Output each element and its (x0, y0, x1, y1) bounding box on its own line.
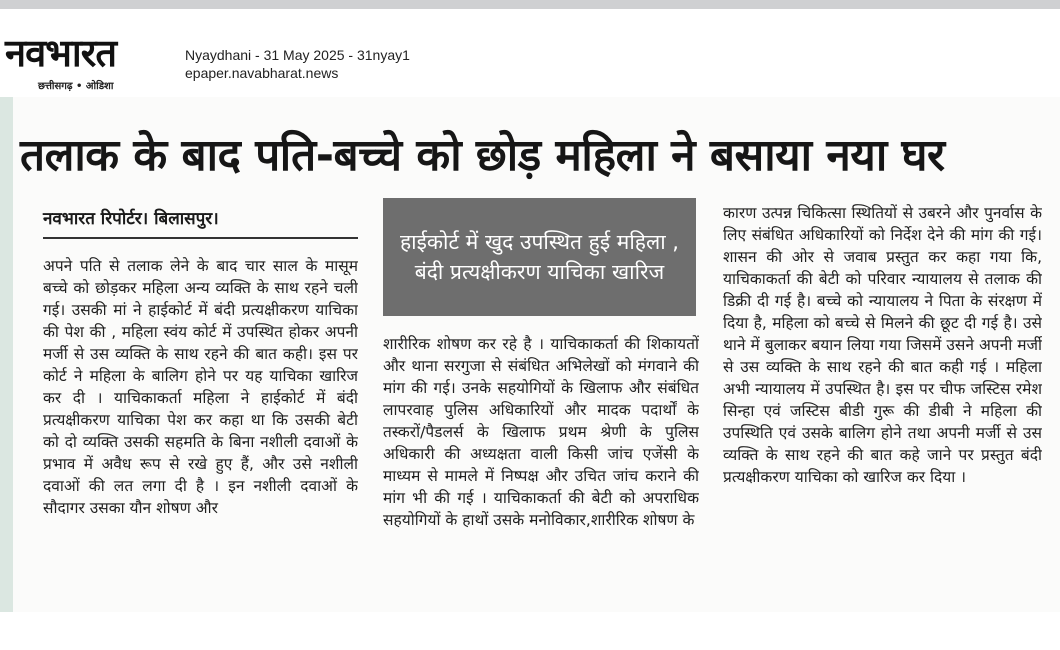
article-headline: तलाक के बाद पति-बच्चे को छोड़ महिला ने बसाया नया घर (20, 130, 945, 181)
byline-rule (43, 237, 358, 239)
logo-subtitle: छत्तीसगढ़ • ओडिशा (38, 81, 114, 92)
column-1-text: अपने पति से तलाक लेने के बाद चार साल के मासूम बच्चे को छोड़कर महिला अन्य व्यक्ति के साथ रहने चली गई। उसकी मां ने हाईकोर्ट में बंदी प्रत्यक्षीकरण याचिका की पेश की , महिला स्वंय कोर्ट में उपस्थित होकर अपनी मर्जी से उस व्यक्ति के साथ रहने की बात कही। इस पर कोर्ट ने महिला के बालिग होने पर यह याचिका खारिज कर दी । याचिकाकर्ता महिला ने हाईकोर्ट में बंदी प्रत्यक्षीकरण याचिका पेश कर कहा था कि उसकी बेटी को दो व्यक्ति उसकी सहमति के बिना नशीली दवाओं के प्रभाव में अवैध रूप से रखे हुए हैं, और उसे नशीली दवाओं की लत लगा दी है । इन नशीली दवाओं के सौदागर उसका यौन शोषण और (43, 257, 358, 517)
subheading-text: हाईकोर्ट में खुद उपस्थित हुई महिला , बंदी प्रत्यक्षीकरण याचिका खारिज (400, 230, 679, 284)
epaper-link[interactable]: epaper.navabharat.news (185, 65, 339, 81)
article-column-1 (43, 255, 358, 615)
bottom-blank-area (0, 612, 1060, 650)
column-3-text: कारण उत्पन्न चिकित्सा स्थितियों से उबरने और पुनर्वास के लिए संबंधित अधिकारियों को निर्देश देने की मांग की गई। शासन की ओर से जवाब प्रस्तुत कर कहा गया कि, याचिकाकर्ता की बेटी को परिवार न्यायालय से तलाक की डिक्री दी गई है। बच्चे को न्यायालय ने पिता के संरक्षण में दिया है, महिला को बच्चे से मिलने की छूट दी गई है। उसे थाने में बुलाकर बयान लिया गया जिसमें उसने अपनी मर्जी से उस व्यक्ति के साथ रहने की बात कही गई । महिला अभी न्यायालय में उपस्थित है। इस पर चीफ जस्टिस रमेश सिन्हा एवं जस्टिस बीडी गुरू की डीबी ने महिला की उपस्थिति एवं उसके बालिग होने तथा अपनी मर्जी से उस व्यक्ति के साथ रहने की बात कहे जाने पर प्रस्तुत बंदी प्रत्यक्षीकरण याचिका को खारिज कर दिया । (723, 204, 1042, 486)
article-column-2 (383, 333, 699, 616)
page-edge-stripe (0, 97, 13, 612)
newspaper-logo: नवभारत (5, 31, 116, 75)
edition-info: Nyaydhani - 31 May 2025 - 31nyay1 (185, 47, 410, 63)
top-bar (0, 0, 1060, 9)
article-column-3 (723, 202, 1042, 612)
header (0, 9, 1060, 97)
column-2-text: शारीरिक शोषण कर रहे है । याचिकाकर्ता की शिकायतों और थाना सरगुजा से संबंधित अभिलेखों को मंगवाने की मांग की गई। उनके सहयोगियों के खिलाफ और संबंधित लापरवाह पुलिस अधिकारियों और मादक पदार्थों के तस्करों/पैडलर्स के खिलाफ प्रथम श्रेणी के पुलिस अधिकारी की अध्यक्षता वाली किसी जांच एजेंसी के माध्यम से मामले में निष्पक्ष और उचित जांच कराने की मांग भी की गई । याचिकाकर्ता की बेटी को अपराधिक सहयोगियों के हाथों उसके मनोविकार,शारीरिक शोषण के (383, 335, 699, 529)
subheading-box (383, 198, 696, 316)
article-byline: नवभारत रिपोर्टर। बिलासपुर। (43, 209, 219, 229)
